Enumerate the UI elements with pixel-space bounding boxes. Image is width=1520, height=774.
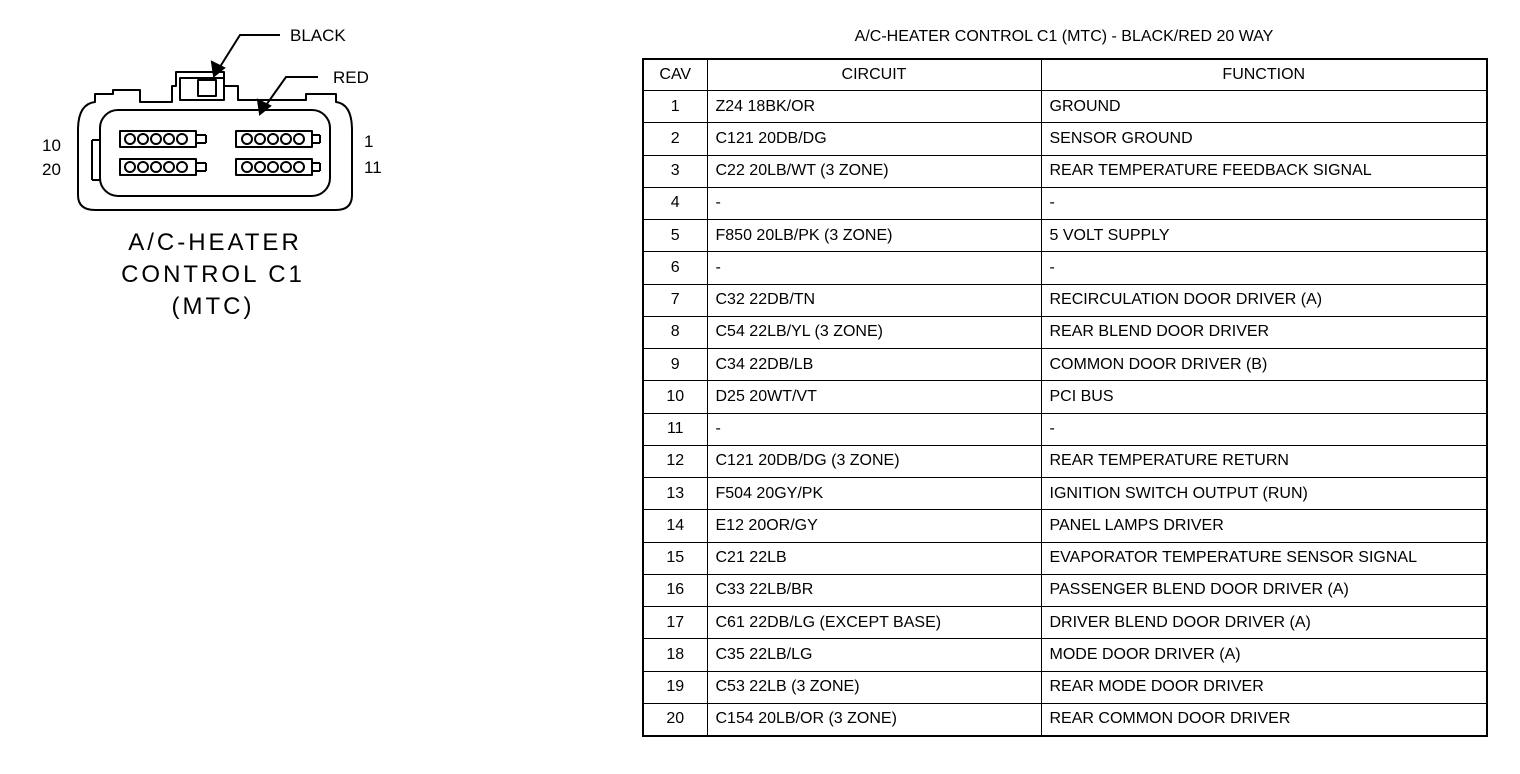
cav-cell: 17 xyxy=(643,607,707,639)
table-row xyxy=(643,284,1487,316)
circuit-cell: E12 20OR/GY xyxy=(707,510,1041,542)
header-function: FUNCTION xyxy=(1041,59,1487,91)
circuit-cell: C34 22DB/LB xyxy=(707,349,1041,381)
connector-diagram xyxy=(0,0,620,774)
function-cell: REAR COMMON DOOR DRIVER xyxy=(1041,703,1487,736)
black-leader xyxy=(218,35,280,70)
circuit-cell: - xyxy=(707,252,1041,284)
circuit-cell: C53 22LB (3 ZONE) xyxy=(707,671,1041,703)
pin-cavities xyxy=(125,134,304,172)
function-cell: PCI BUS xyxy=(1041,381,1487,413)
connector-title-line-3: (MTC) xyxy=(171,293,255,320)
circuit-cell: C32 22DB/TN xyxy=(707,284,1041,316)
function-cell: REAR TEMPERATURE FEEDBACK SIGNAL xyxy=(1041,155,1487,187)
function-cell: - xyxy=(1041,413,1487,445)
connector-title-line-2: CONTROL C1 xyxy=(121,261,305,288)
circuit-cell: C154 20LB/OR (3 ZONE) xyxy=(707,703,1041,736)
cav-cell: 14 xyxy=(643,510,707,542)
circuit-cell: C21 22LB xyxy=(707,542,1041,574)
cav-cell: 20 xyxy=(643,703,707,736)
table-row xyxy=(643,510,1487,542)
circuit-cell: - xyxy=(707,413,1041,445)
cav-cell: 5 xyxy=(643,220,707,252)
function-cell: IGNITION SWITCH OUTPUT (RUN) xyxy=(1041,478,1487,510)
table-row xyxy=(643,187,1487,219)
table-row xyxy=(643,155,1487,187)
table-row xyxy=(643,123,1487,155)
circuit-cell: C22 20LB/WT (3 ZONE) xyxy=(707,155,1041,187)
cav-cell: 10 xyxy=(643,381,707,413)
table-row xyxy=(643,381,1487,413)
cav-cell: 19 xyxy=(643,671,707,703)
function-cell: DRIVER BLEND DOOR DRIVER (A) xyxy=(1041,607,1487,639)
black-callout-label: BLACK xyxy=(290,26,346,45)
cav-cell: 13 xyxy=(643,478,707,510)
header-circuit: CIRCUIT xyxy=(707,59,1041,91)
function-cell: MODE DOOR DRIVER (A) xyxy=(1041,639,1487,671)
circuit-cell: F850 20LB/PK (3 ZONE) xyxy=(707,220,1041,252)
red-leader xyxy=(264,77,318,108)
table-row xyxy=(643,478,1487,510)
cav-cell: 9 xyxy=(643,349,707,381)
table-row xyxy=(643,349,1487,381)
cav-cell: 3 xyxy=(643,155,707,187)
table-row xyxy=(643,607,1487,639)
table-row xyxy=(643,413,1487,445)
cav-cell: 4 xyxy=(643,187,707,219)
function-cell: REAR TEMPERATURE RETURN xyxy=(1041,445,1487,477)
function-cell: COMMON DOOR DRIVER (B) xyxy=(1041,349,1487,381)
table-row xyxy=(643,574,1487,606)
header-cav: CAV xyxy=(643,59,707,91)
circuit-cell: C33 22LB/BR xyxy=(707,574,1041,606)
table-row xyxy=(643,91,1487,123)
connector-inner-frame xyxy=(100,110,330,196)
circuit-cell: D25 20WT/VT xyxy=(707,381,1041,413)
cav-cell: 11 xyxy=(643,413,707,445)
cav-cell: 16 xyxy=(643,574,707,606)
function-cell: RECIRCULATION DOOR DRIVER (A) xyxy=(1041,284,1487,316)
circuit-cell: - xyxy=(707,187,1041,219)
function-cell: PASSENGER BLEND DOOR DRIVER (A) xyxy=(1041,574,1487,606)
function-cell: EVAPORATOR TEMPERATURE SENSOR SIGNAL xyxy=(1041,542,1487,574)
pin-label-1: 1 xyxy=(364,132,374,151)
cav-cell: 1 xyxy=(643,91,707,123)
table-row xyxy=(643,220,1487,252)
circuit-cell: C35 22LB/LG xyxy=(707,639,1041,671)
cav-cell: 8 xyxy=(643,316,707,348)
circuit-cell: C121 20DB/DG xyxy=(707,123,1041,155)
cav-cell: 7 xyxy=(643,284,707,316)
function-cell: GROUND xyxy=(1041,91,1487,123)
function-cell: 5 VOLT SUPPLY xyxy=(1041,220,1487,252)
red-callout-label: RED xyxy=(333,68,369,87)
circuit-cell: F504 20GY/PK xyxy=(707,478,1041,510)
table-row xyxy=(643,445,1487,477)
table-row xyxy=(643,703,1487,736)
function-cell: - xyxy=(1041,252,1487,284)
pinout-table xyxy=(642,58,1488,737)
circuit-cell: C54 22LB/YL (3 ZONE) xyxy=(707,316,1041,348)
circuit-cell: C121 20DB/DG (3 ZONE) xyxy=(707,445,1041,477)
cav-cell: 6 xyxy=(643,252,707,284)
function-cell: REAR MODE DOOR DRIVER xyxy=(1041,671,1487,703)
function-cell: REAR BLEND DOOR DRIVER xyxy=(1041,316,1487,348)
pin-label-10: 10 xyxy=(42,136,61,155)
circuit-cell: C61 22DB/LG (EXCEPT BASE) xyxy=(707,607,1041,639)
cav-cell: 18 xyxy=(643,639,707,671)
table-row xyxy=(643,252,1487,284)
table-row xyxy=(643,542,1487,574)
cav-cell: 12 xyxy=(643,445,707,477)
function-cell: - xyxy=(1041,187,1487,219)
circuit-cell: Z24 18BK/OR xyxy=(707,91,1041,123)
pin-label-11: 11 xyxy=(364,158,382,177)
table-row xyxy=(643,316,1487,348)
cav-cell: 15 xyxy=(643,542,707,574)
cav-cell: 2 xyxy=(643,123,707,155)
pinout-table-title: A/C-HEATER CONTROL C1 (MTC) - BLACK/RED 20 WAY xyxy=(854,28,1274,45)
table-row xyxy=(643,639,1487,671)
pin-label-20: 20 xyxy=(42,160,61,179)
table-row xyxy=(643,671,1487,703)
function-cell: SENSOR GROUND xyxy=(1041,123,1487,155)
function-cell: PANEL LAMPS DRIVER xyxy=(1041,510,1487,542)
table-header-row xyxy=(643,59,1487,91)
connector-title-line-1: A/C-HEATER xyxy=(128,229,302,256)
